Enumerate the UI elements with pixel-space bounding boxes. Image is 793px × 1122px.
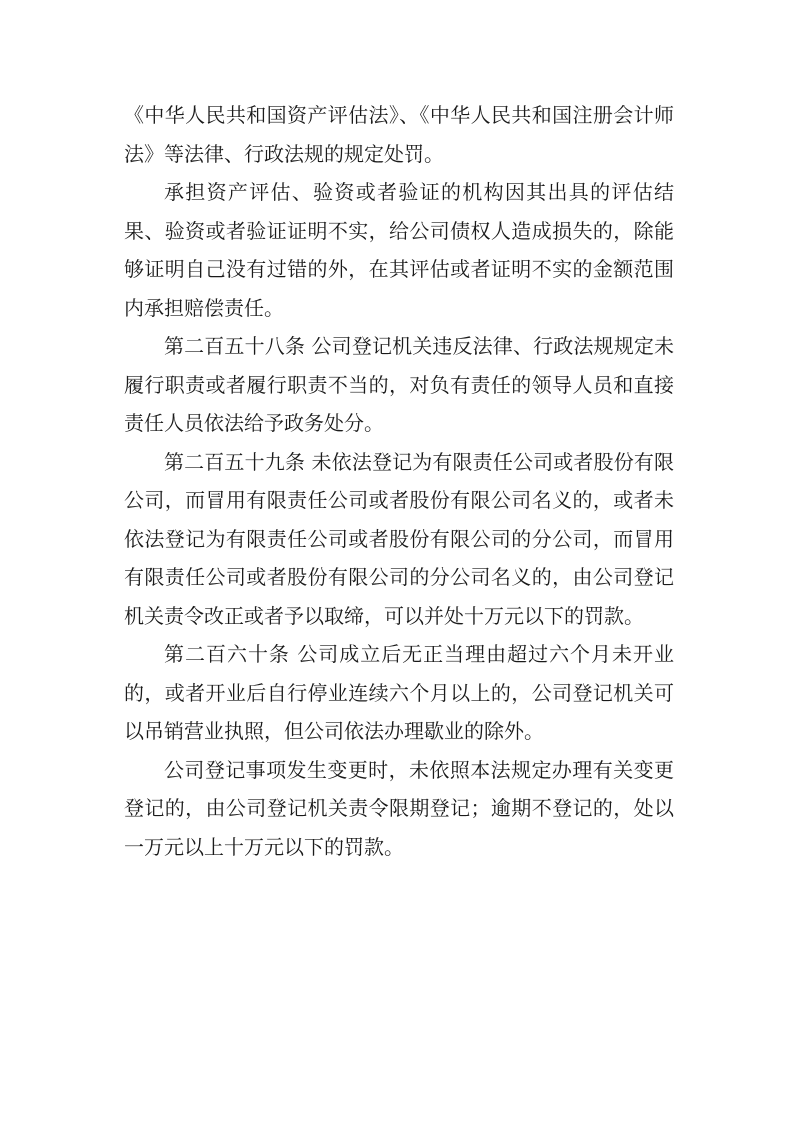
document-body (124, 96, 674, 866)
paragraph-valuation-liability: 承担资产评估、验资或者验证的机构因其出具的评估结果、验资或者验证证明不实，给公司债权人造成损失的，除能够证明自己没有过错的外，在其评估或者证明不实的金额范围内承担赔偿责任。 (124, 180, 674, 320)
paragraph-article-258: 第二百五十八条 公司登记机关违反法律、行政法规规定未履行职责或者履行职责不当的，对负有责任的领导人员和直接责任人员依法给予政务处分。 (124, 334, 674, 435)
paragraph-change-registration: 公司登记事项发生变更时，未依照本法规定办理有关变更登记的，由公司登记机关责令限期登记；逾期不登记的，处以一万元以上十万元以下的罚款。 (124, 757, 674, 859)
paragraph-article-260: 第二百六十条 公司成立后无正当理由超过六个月未开业的，或者开业后自行停业连续六个月以上的，公司登记机关可以吊销营业执照，但公司依法办理歇业的除外。 (124, 642, 674, 743)
paragraph-penalty-reference: 《中华人民共和国资产评估法》、《中华人民共和国注册会计师法》等法律、行政法规的规定处罚。 (124, 103, 674, 166)
paragraph-article-259: 第二百五十九条 未依法登记为有限责任公司或者股份有限公司，而冒用有限责任公司或者股份有限公司名义的，或者未依法登记为有限责任公司或者股份有限公司的分公司，而冒用有限责任公司或者股份有限公司的分公司名义的，由公司登记机关责令改正或者予以取缔，可以并处十万元以下的罚款。 (124, 449, 674, 628)
